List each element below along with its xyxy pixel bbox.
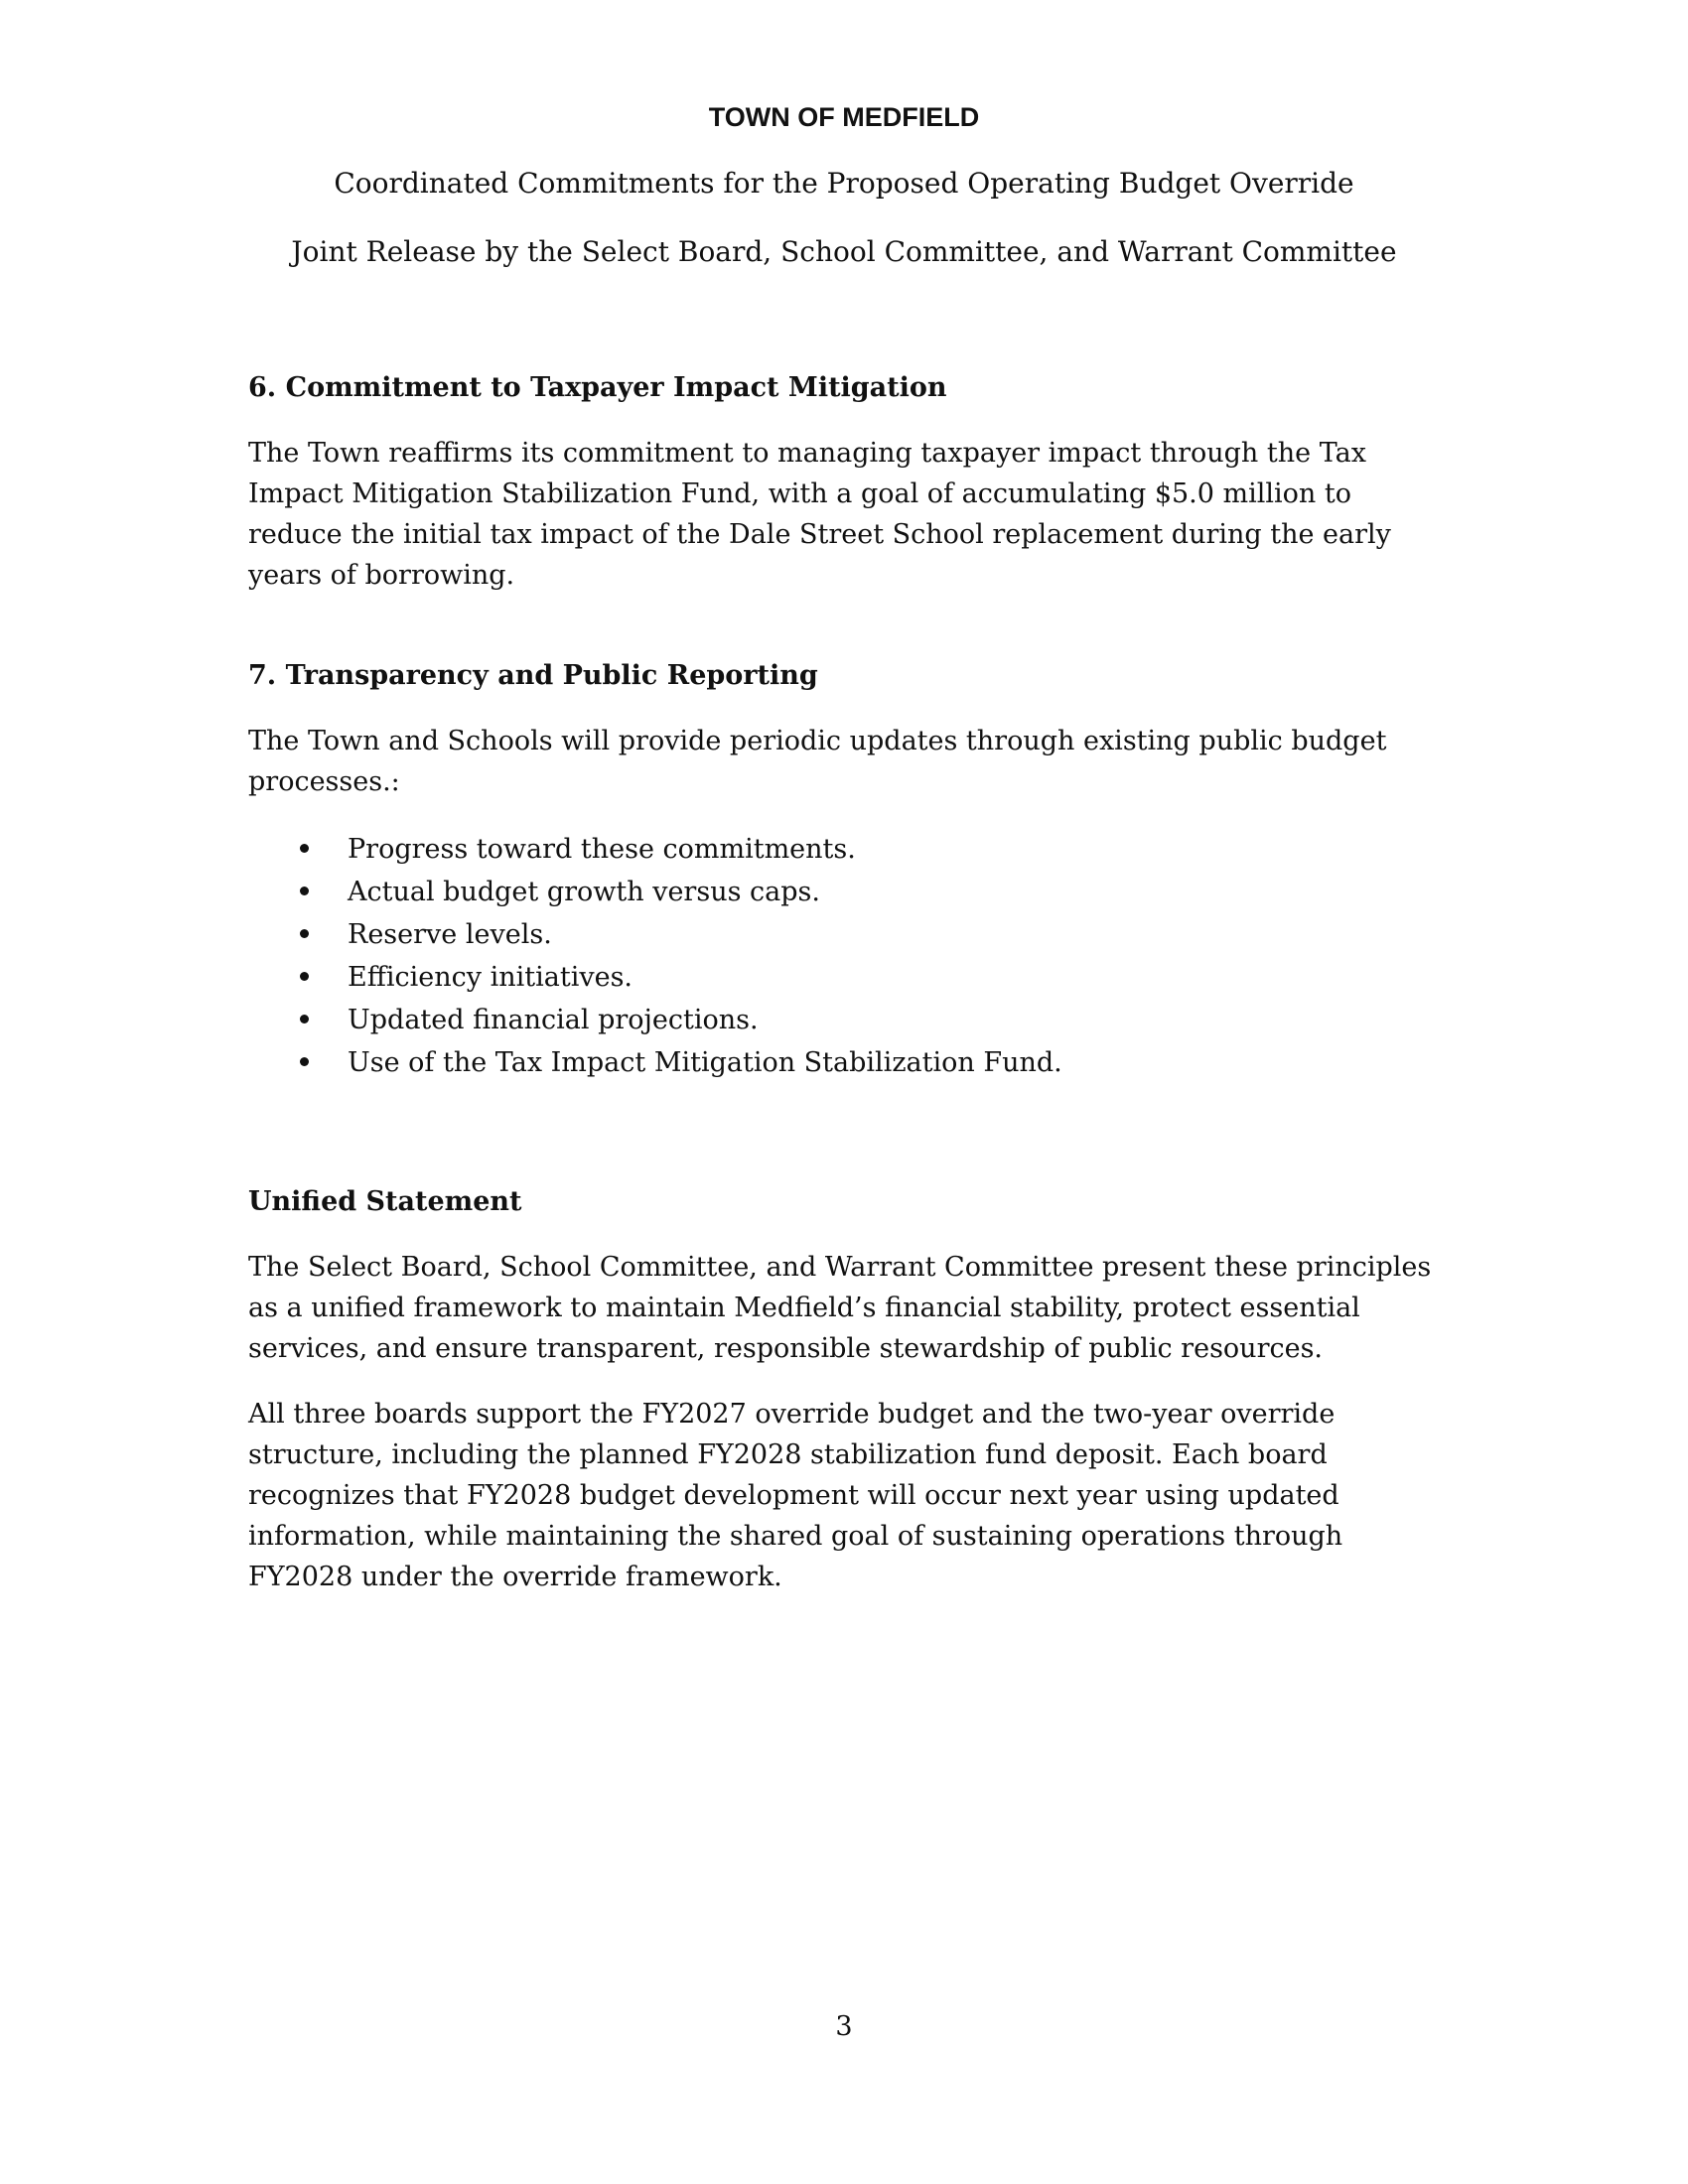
bullet-icon <box>300 929 309 938</box>
section-6 <box>248 367 1440 596</box>
document-subtitle: Coordinated Commitments for the Proposed Operating Budget Override <box>334 167 1354 200</box>
bullet-icon <box>300 1057 309 1066</box>
unified-statement-paragraph-1: The Select Board, School Committee, and Warrant Committee present these principles as a unified framework to maintain Medfield’s financial stability, protect essential services, and ensure transparent, responsible stewardship of public resources. <box>248 1252 1432 1364</box>
section-7-heading: 7. Transparency and Public Reporting <box>248 660 818 691</box>
list-item-text: Efficiency initiatives. <box>348 962 633 993</box>
list-item-text: Use of the Tax Impact Mitigation Stabilization Fund. <box>348 1047 1062 1078</box>
document-release-line: Joint Release by the Select Board, School Committee, and Warrant Committee <box>291 235 1397 268</box>
section-7 <box>248 655 1440 1084</box>
list-item <box>248 828 1440 871</box>
section-6-heading: 6. Commitment to Taxpayer Impact Mitigation <box>248 372 947 403</box>
unified-statement-heading: Unified Statement <box>248 1186 522 1217</box>
list-item-text: Updated financial projections. <box>348 1005 759 1035</box>
list-item <box>248 1041 1440 1084</box>
list-item-text: Progress toward these commitments. <box>348 834 856 865</box>
document-title: TOWN OF MEDFIELD <box>708 102 980 132</box>
bullet-icon <box>300 844 309 853</box>
unified-statement-paragraph-2: All three boards support the FY2027 override budget and the two-year override structure, including the planned FY2028 stabilization fund deposit. Each board recognizes that FY2028 budget development will occur next year using updated information, while maintaining the shared goal of sustaining operations through FY2028 under the override framework. <box>248 1399 1343 1592</box>
bullet-icon <box>300 972 309 981</box>
list-item <box>248 913 1440 956</box>
list-item-text: Reserve levels. <box>348 919 552 950</box>
list-item <box>248 999 1440 1041</box>
list-item <box>248 956 1440 999</box>
unified-statement-section <box>248 1181 1440 1597</box>
bullet-icon <box>300 1015 309 1024</box>
bullet-icon <box>300 887 309 895</box>
page-number: 3 <box>835 2011 853 2042</box>
list-item-text: Actual budget growth versus caps. <box>348 877 820 907</box>
section-7-body: The Town and Schools will provide periodic updates through existing public budget processes.: <box>248 726 1387 797</box>
list-item <box>248 871 1440 913</box>
reporting-bullet-list <box>248 828 1440 1084</box>
section-6-body: The Town reaffirms its commitment to managing taxpayer impact through the Tax Impact Mitigation Stabilization Fund, with a goal of accumulating $5.0 million to reduce the initial tax impact of the Dale Street School replacement during the early years of borrowing. <box>248 438 1391 591</box>
